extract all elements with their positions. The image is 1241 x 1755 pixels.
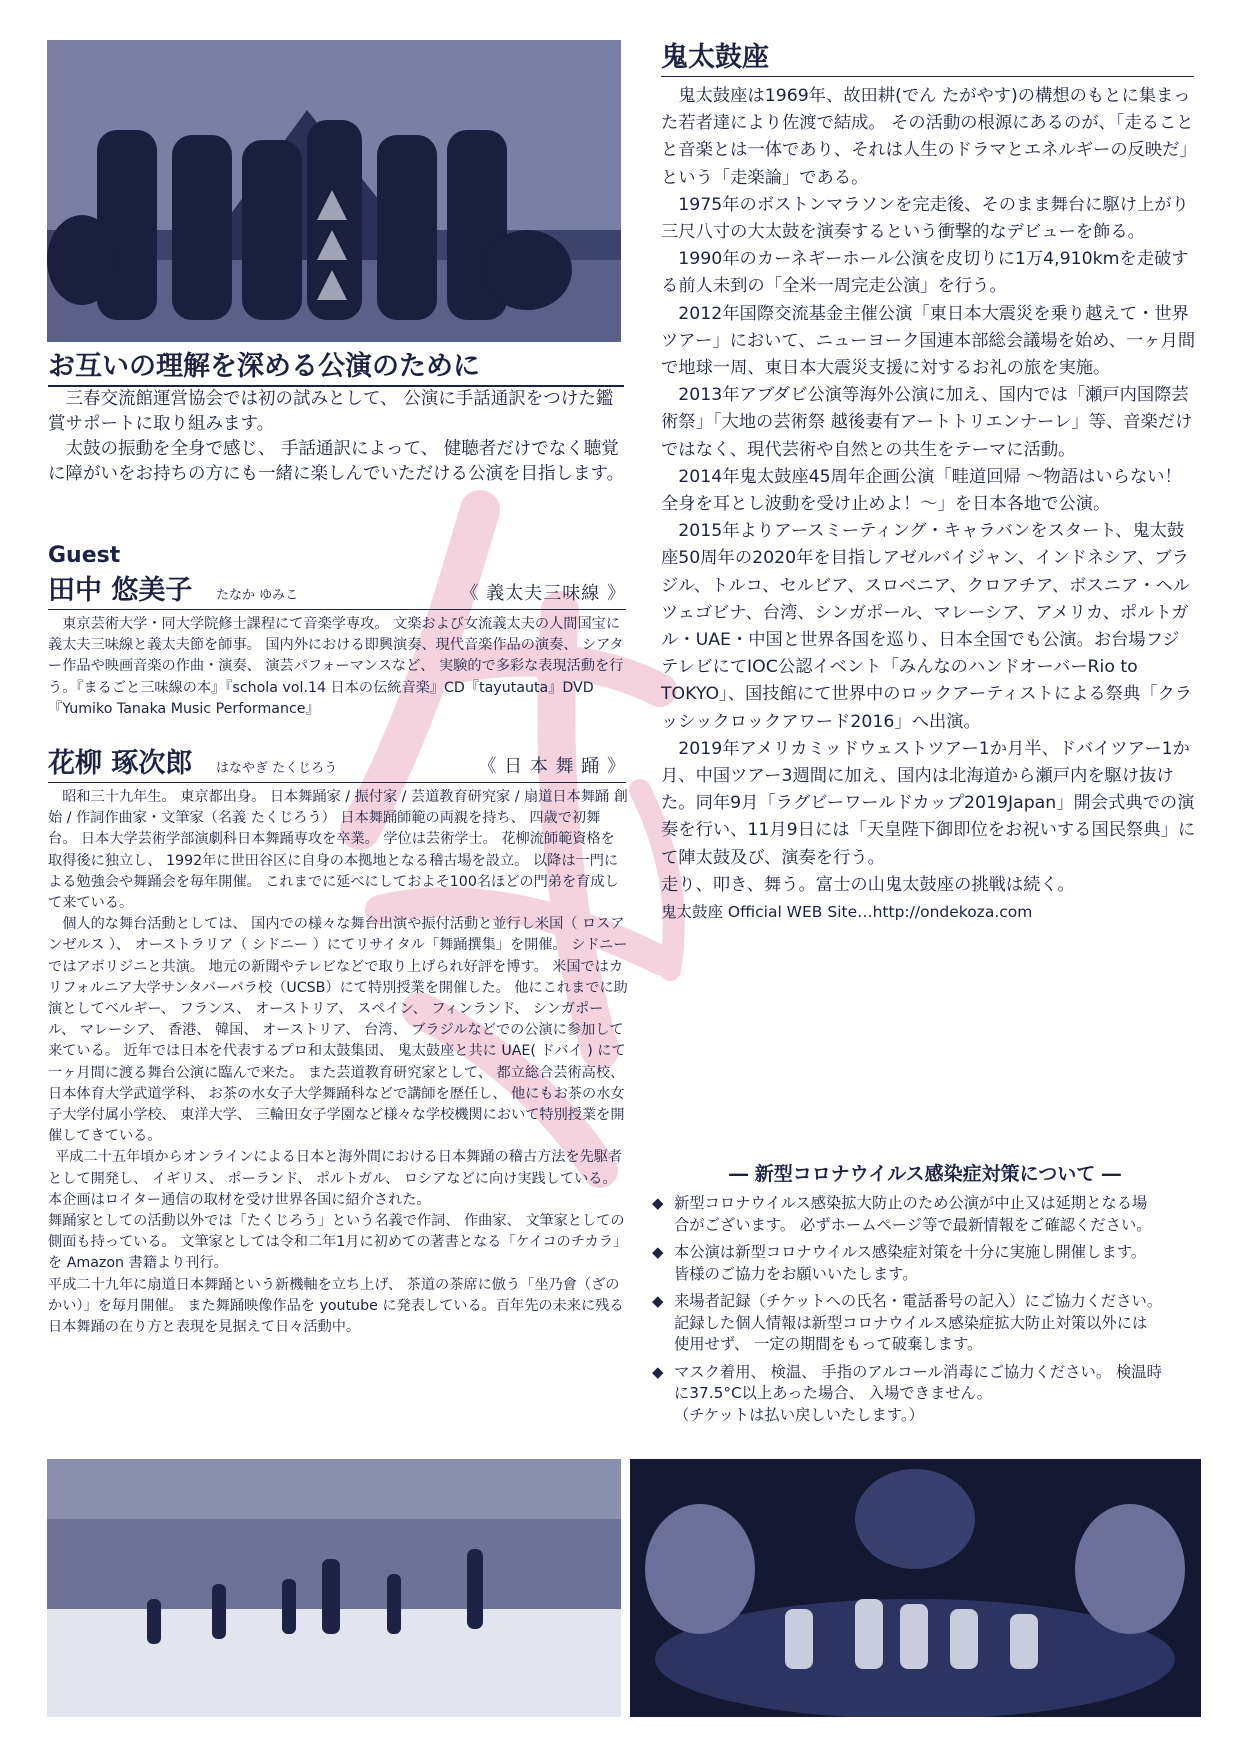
- website-link[interactable]: 鬼太鼓座 Official WEB Site…http://ondekoza.com: [661, 903, 1033, 922]
- diamond-bullet-icon: ◆: [652, 1243, 664, 1261]
- ondekoza-title: 鬼太鼓座: [661, 40, 1194, 77]
- bio-paragraph: 東京芸術大学・同大学院修士課程にて音楽学専攻。 文楽および女流義太夫の人間国宝に義太夫三味線と義太夫節を師事。 国内外における即興演奏、現代音楽作品の演奏、 シアター作品や映画音楽の作曲・演奏、 演芸パフォーマンスなど、 実験的で多彩な表現活動を行う。『まるごと三味線の本』『schola vol.14 日本の伝統音楽』CD『tayutauta』DVD『Yumiko Tanaka Music Performance』: [48, 616, 624, 717]
- guest-kana: たなか ゆみこ: [216, 588, 299, 603]
- list-item: ◆ 本公演は新型コロナウイルス感染症対策を十分に実施し開催します。 皆様のご協力をお願いいたします。: [652, 1243, 1147, 1283]
- covid-notice-list: [652, 1193, 1197, 1432]
- list-item: ◆ 新型コロナウイルス感染拡大防止のため公演が中止又は延期となる場 合がございます。 必ずホームページ等で最新情報をご確認ください。: [652, 1194, 1152, 1234]
- history-paragraph: 1975年のボストンマラソンを完走後、そのまま舞台に駆け上がり三尺八寸の大太鼓を演奏するという衝撃的なデビューを飾る。: [661, 194, 1189, 243]
- intro-paragraph: 太鼓の振動を全身で感じ、 手話通訳によって、 健聴者だけでなく聴覚に障がいをお持ちの方にも一緒に楽しんでいただける公演を目指します。: [48, 439, 625, 484]
- history-paragraph: 鬼太鼓座は1969年、故田耕(でん たがやす)の構想のもとに集まった若者達により佐渡で結成。 その活動の根源にあるのが、「走ることと音楽とは一体であり、それは人生のドラマとエネルギーの反映だ」という「走楽論」である。: [661, 86, 1194, 188]
- intro-text: [48, 387, 628, 487]
- list-item: ◆ マスク着用、 検温、 手指のアルコール消毒にご協力ください。 検温時 に37.5°C以上あった場合、 入場できません。 （チケットは払い戻しいたします。）: [652, 1362, 1162, 1424]
- diamond-bullet-icon: ◆: [652, 1362, 664, 1381]
- history-paragraph: 2015年よりアースミーティング・キャラバンをスタート、鬼太鼓座50周年の2020年を目指しアゼルバイジャン、インドネシア、ブラジル、トルコ、セルビア、スロベニア、クロアチア、ボスニア・ヘルツェゴビナ、台湾、シンガポール、マレーシア、アメリカ、ポルトガル・UAE・中国と世界各国を巡り、日本全国でも公演。お台場フジテレビにてIOC公認イベント「みんなのハンドオーバーRio to TOKYO」、国技館にて世界中のロックアーティストによる祭典「クラッシックロックアワード2016」へ出演。: [661, 521, 1193, 732]
- diamond-bullet-icon: ◆: [652, 1194, 664, 1212]
- diamond-bullet-icon: ◆: [652, 1292, 664, 1310]
- bio-paragraph: 昭和三十九年生。 東京都出身。 日本舞踊家 / 振付家 / 芸道教育研究家 / 扇道日本舞踊 創始 / 作詞作曲家・文筆家（名義 たくじろう） 日本舞踊師範の両親を持ち、 四歳で初舞台。 日本大学芸術学部演劇科日本舞踊専攻を卒業。 学位は芸術学士。 花柳流師範資格を取得後に独立し、 1992年に世田谷区に自身の本拠地となる稽古場を設立。 以降は一門による勉強会や舞踊会を毎年開催。 これまでに延べにしておよそ100名ほどの門弟を育成して来ている。: [48, 789, 628, 912]
- runners-snow-photo: [47, 1459, 621, 1717]
- bio-paragraph: 舞踊家としての活動以外では「たくじろう」という名義で作詞、 作曲家、 文筆家としての側面も持っている。 文筆家としては令和二年1月に初めての著書となる「ケイコのチカラ」を Amazon 書籍より刊行。: [48, 1213, 628, 1272]
- history-paragraph: 2019年アメリカミッドウェストツアー1か月半、ドバイツアー1か月、中国ツアー3週間に加え、国内は北海道から瀬戸内を駆け抜けた。同年9月「ラグビーワールドカップ2019Japan」開会式典での演奏を行い、11月9日には「天皇陛下御即位をお祝いする国民祭典」にて陣太鼓及び、演奏を行う。: [661, 738, 1196, 868]
- history-paragraph: 2012年国際交流基金主催公演「東日本大震災を乗り越えて・世界ツアー」において、ニューヨーク国連本部総会議場を始め、一ヶ月間で地球一周、東日本大震災支援に対するお礼の旅を実施。: [661, 303, 1196, 379]
- guest-bio-hanayagi: [48, 787, 628, 1338]
- ondekoza-history: [661, 83, 1196, 926]
- guest-name: 田中 悠美子: [48, 575, 193, 606]
- taiko-stage-photo: [630, 1459, 1201, 1717]
- ensemble-photo: [47, 40, 621, 342]
- bio-paragraph: 平成二十五年頃からオンラインによる日本と海外間における日本舞踊の稽古方法を先駆者として開発し、 イギリス、 ポーランド、 ポルトガル、 ロシアなどに向け実践している。 本企画はロイター通信の取材を受け世界各国に紹介された。: [48, 1149, 623, 1208]
- intro-paragraph: 三春交流館運営協会では初の試みとして、 公演に手話通訳をつけた鑑賞サポートに取り組みます。: [48, 389, 614, 434]
- guest-name: 花柳 琢次郎: [48, 748, 193, 779]
- guest-bio-tanaka: [48, 614, 628, 720]
- history-paragraph: 2013年アブダビ公演等海外公演に加え、国内では「瀬戸内国際芸術祭」「大地の芸術祭 越後妻有アートトリエンナーレ」等、音楽だけではなく、現代芸術や自然との共生をテーマに活動。: [661, 385, 1193, 460]
- list-item: ◆ 来場者記録（チケットへの氏名・電話番号の記入）にご協力ください。 記録した個人情報は新型コロナウイルス感染症拡大防止対策以外には 使用せず、 一定の期間をもって破棄します。: [652, 1292, 1163, 1353]
- covid-notice-title: ― 新型コロナウイルス感染症対策について ―: [729, 1163, 1121, 1185]
- guest-instrument: 《 日 本 舞 踊 》: [478, 756, 626, 777]
- closing-line: 走り、叩き、舞う。富士の山鬼太鼓座の挑戦は続く。: [661, 874, 1075, 895]
- guest-header-tanaka: [48, 573, 626, 610]
- history-paragraph: 1990年のカーネギーホール公演を皮切りに1万4,910kmを走破する前人未到の「全米一周完走公演」を行う。: [661, 249, 1189, 297]
- section-title: お互いの理解を深める公演のために: [48, 349, 624, 387]
- guest-header-hanayagi: [48, 746, 626, 783]
- bio-paragraph: 平成二十九年に扇道日本舞踊という新機軸を立ち上げ、 茶道の茶席に倣う「坐乃會（ざのかい）」を毎月開催。 また舞踊映像作品を youtube に発表している。百年先の未来に残る日本舞踊の在り方と表現を見据えて日々活動中。: [48, 1276, 624, 1336]
- bio-paragraph: 個人的な舞台活動としては、 国内での様々な舞台出演や振付活動と並行し米国（ ロスアンゼルス ）、 オーストラリア（ シドニー ）にてリサイタル「舞踊撰集」を開催。 シドニーではアボリジニと共演。 地元の新聞やテレビなどで取り上げられ好評を博す。 米国ではカリフォルニア大学サンタバーバラ校（UCSB）にて特別授業を開催した。 他にこれまでに助演としてベルギー、 フランス、 オーストリア、 スペイン、 フィンランド、 シンガポール、 マレーシア、 香港、 韓国、 オーストリア、 台湾、 ブラジルなどでの公演に参加して来ている。 近年では日本を代表するプロ和太鼓集団、 鬼太鼓座と共に UAE( ドバイ ) にて一ヶ月間に渡る舞台公演に臨んで来た。 また芸道教育研究家として、 都立総合芸術高校、 日本体育大学武道学科、 お茶の水女子大学舞踊科などで講師を歴任し、 他にもお茶の水女子大学付属小学校、 東洋大学、 三輪田女子学園など様々な学校機関において特別授業を開催してきている。: [48, 916, 628, 1145]
- history-paragraph: 2014年鬼太鼓座45周年企画公演「畦道回帰 ～物語はいらない！全身を耳とし波動を受け止めよ！～」を日本各地で公演。: [661, 466, 1182, 515]
- guest-label: Guest: [48, 543, 121, 568]
- guest-kana: はなやぎ たくじろう: [216, 761, 338, 776]
- guest-instrument: 《 義太夫三味線 》: [460, 583, 626, 604]
